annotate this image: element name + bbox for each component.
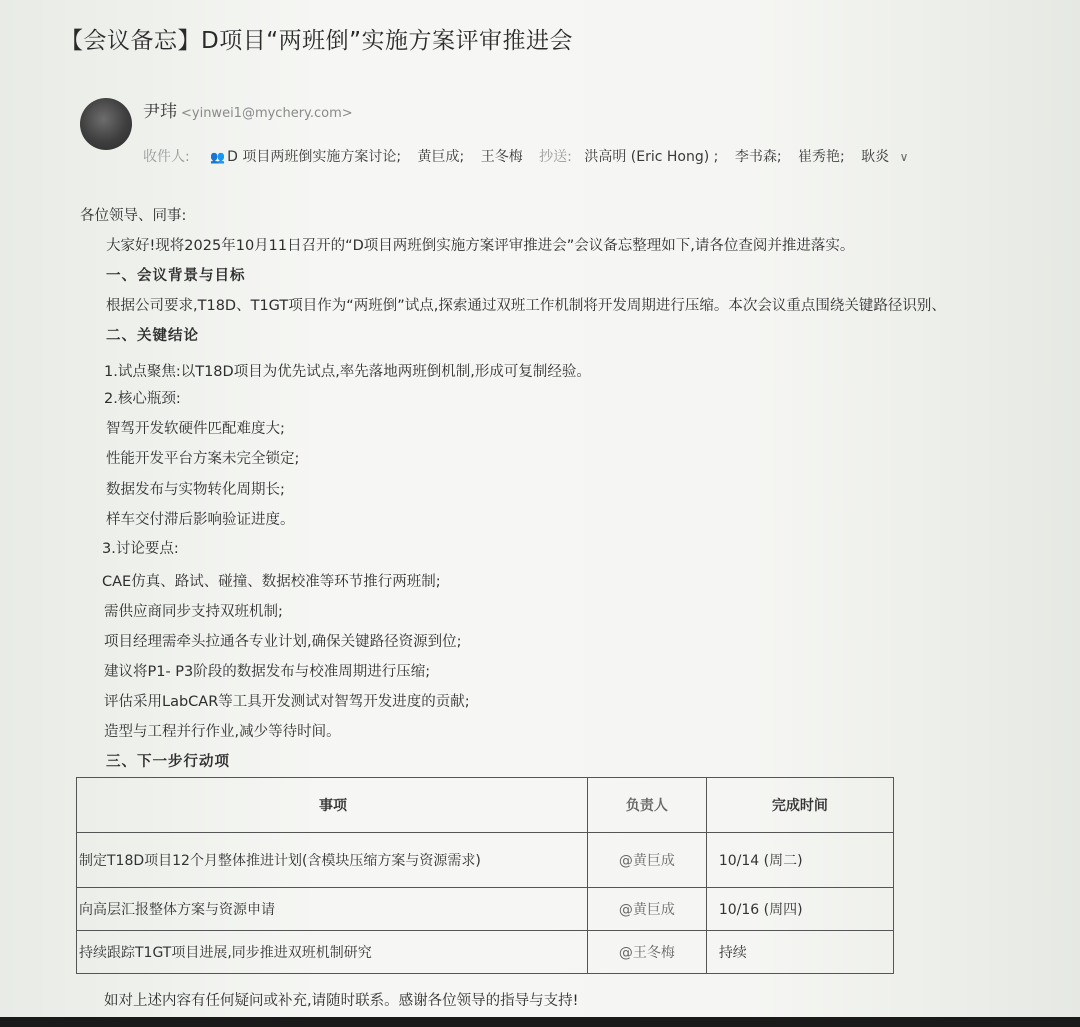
sender-email[interactable]: <yinwei1@mychery.com> [181, 106, 353, 121]
conclusion-item: 2.核心瓶颈: [104, 391, 181, 407]
greeting: 各位领导、同事: [80, 208, 187, 224]
column-header: 完成时间 [706, 778, 893, 833]
table-header-row [77, 778, 894, 833]
screen-bezel [0, 1017, 1080, 1027]
action-items-table [76, 777, 894, 974]
recipient-item[interactable]: 黄巨成; [417, 149, 465, 165]
conclusion-item: 3.讨论要点: [102, 541, 179, 557]
action-item: 持续跟踪T1GT项目进展,同步推进双班机制研究 [77, 931, 588, 974]
owner-mention[interactable]: @黄巨成 [588, 888, 707, 931]
recipients-label: 收件人: [143, 149, 190, 165]
intro-paragraph: 大家好!现将2025年10月11日召开的“D项目两班倒实施方案评审推进会”会议备忘整理如下,请各位查阅并推进落实。 [106, 238, 855, 254]
discussion-item: CAE仿真、路试、碰撞、数据校准等环节推行两班制; [102, 574, 441, 590]
table-row [77, 888, 894, 931]
recipient-item[interactable]: 王冬梅 [480, 149, 523, 165]
table-row [77, 931, 894, 974]
group-icon: 👥 [210, 150, 226, 164]
discussion-item: 造型与工程并行作业,减少等待时间。 [104, 724, 341, 740]
chevron-down-icon[interactable]: ∨ [899, 150, 909, 164]
bottleneck-item: 数据发布与实物转化周期长; [106, 482, 285, 498]
closing-paragraph: 如对上述内容有任何疑问或补充,请随时联系。感谢各位领导的指导与支持! [104, 993, 579, 1009]
recipient-item[interactable]: D 项目两班倒实施方案讨论; [227, 149, 402, 165]
bottleneck-item: 性能开发平台方案未完全锁定; [106, 451, 300, 467]
due-date: 持续 [706, 931, 893, 974]
bottleneck-item: 样车交付滞后影响验证进度。 [106, 512, 295, 528]
cc-item[interactable]: 李书森; [734, 149, 782, 165]
section-title: 一、会议背景与目标 [106, 268, 246, 284]
discussion-item: 需供应商同步支持双班机制; [104, 604, 283, 620]
sender-info [143, 97, 353, 122]
owner-mention[interactable]: @王冬梅 [588, 931, 707, 974]
email-subject: 【会议备忘】D项目“两班倒”实施方案评审推进会 [60, 28, 574, 54]
section-title: 三、下一步行动项 [106, 754, 230, 770]
recipients-row [143, 146, 908, 166]
action-item: 制定T18D项目12个月整体推进计划(含模块压缩方案与资源需求) [77, 833, 588, 888]
bottleneck-item: 智驾开发软硬件匹配难度大; [106, 421, 285, 437]
column-header: 负责人 [588, 778, 707, 833]
cc-item[interactable]: 洪高明 (Eric Hong) ; [584, 149, 719, 165]
section-title: 二、关键结论 [106, 328, 199, 344]
discussion-item: 项目经理需牵头拉通各专业计划,确保关键路径资源到位; [104, 634, 462, 650]
due-date: 10/16 (周四) [706, 888, 893, 931]
sender-name[interactable]: 尹玮 [143, 102, 177, 122]
conclusion-item: 1.试点聚焦:以T18D项目为优先试点,率先落地两班倒机制,形成可复制经验。 [104, 364, 591, 380]
cc-item[interactable]: 耿炎 [861, 149, 890, 165]
table-row [77, 833, 894, 888]
background-paragraph: 根据公司要求,T18D、T1GT项目作为“两班倒”试点,探索通过双班工作机制将开发周期进行压缩。本次会议重点围绕关键路径识别、 [106, 298, 946, 314]
owner-mention[interactable]: @黄巨成 [588, 833, 707, 888]
cc-item[interactable]: 崔秀艳; [798, 149, 845, 165]
cc-label: 抄送: [539, 149, 572, 165]
action-item: 向高层汇报整体方案与资源申请 [77, 888, 588, 931]
due-date: 10/14 (周二) [706, 833, 893, 888]
discussion-item: 评估采用LabCAR等工具开发测试对智驾开发进度的贡献; [104, 694, 470, 710]
column-header: 事项 [77, 778, 588, 833]
sender-avatar[interactable] [80, 98, 132, 150]
discussion-item: 建议将P1- P3阶段的数据发布与校准周期进行压缩; [104, 664, 431, 680]
